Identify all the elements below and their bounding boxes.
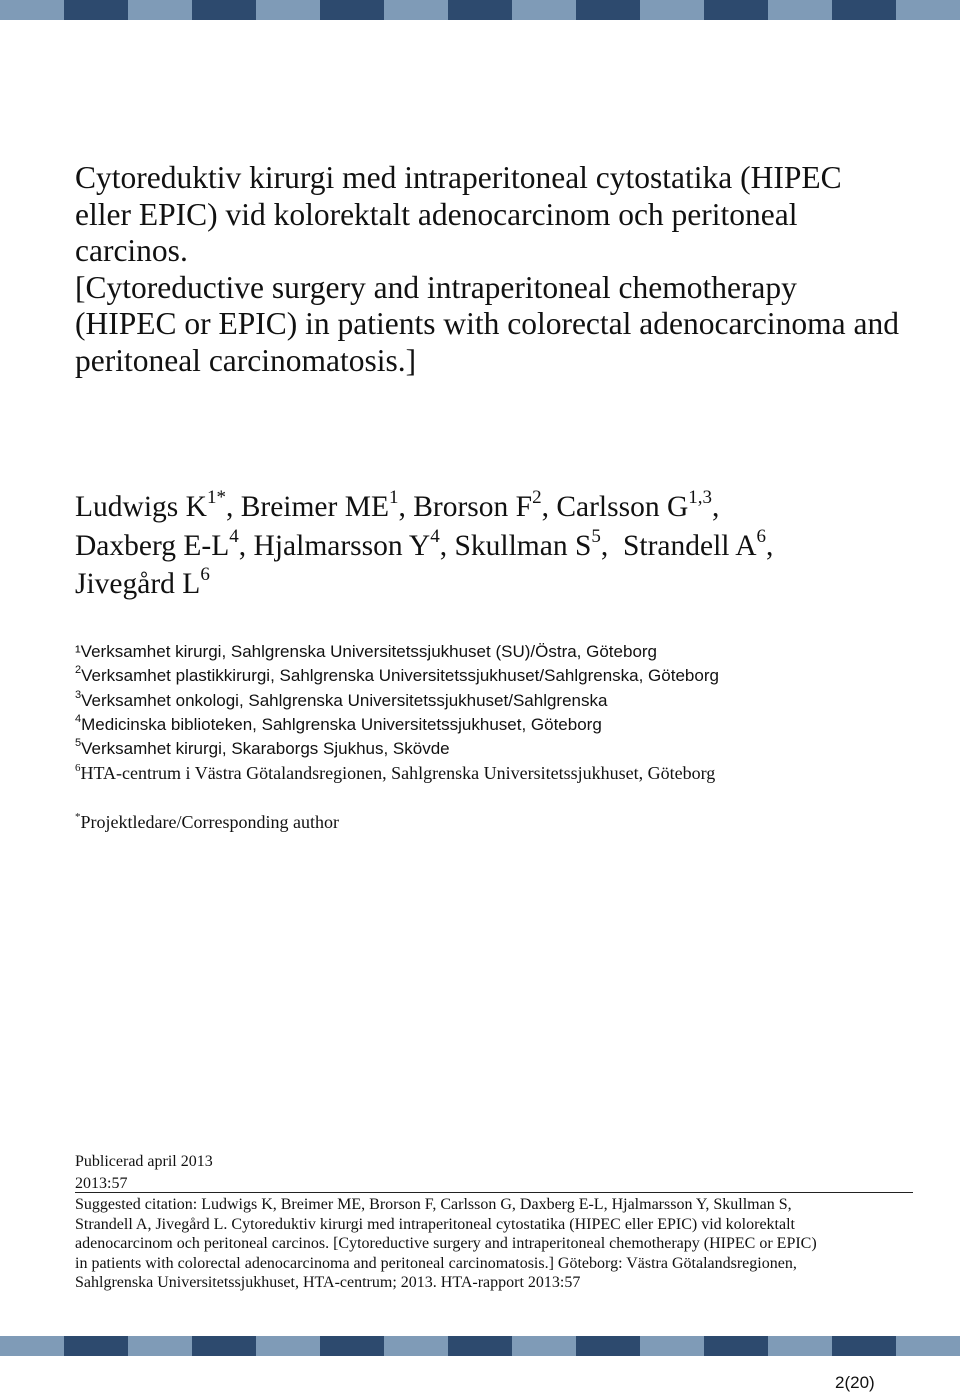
band-segment (192, 0, 256, 20)
band-segment (576, 1336, 640, 1356)
band-segment (192, 1336, 256, 1356)
author-line (75, 565, 935, 604)
band-segment (512, 0, 576, 20)
report-number: 2013:57 (75, 1175, 128, 1192)
bottom-decorative-band (0, 1336, 960, 1356)
corresponding-author-note (75, 810, 339, 834)
suggested-citation (75, 1195, 925, 1293)
top-decorative-band (0, 0, 960, 20)
band-segment (128, 1336, 192, 1356)
affiliation-item (75, 761, 935, 785)
author-affiliation-mark: 4 (229, 525, 239, 547)
band-segment (896, 0, 960, 20)
affiliation-text: Verksamhet kirurgi, Skaraborgs Sjukhus, Skövde (81, 739, 450, 759)
page-number: 2(20) (835, 1373, 875, 1392)
author-name: , Skullman S (439, 529, 592, 562)
author-name: , Hjalmarsson Y (238, 529, 431, 562)
band-segment (64, 0, 128, 20)
citation-line: Suggested citation: Ludwigs K, Breimer ME, Brorson F, Carlsson G, Daxberg E-L, Hjalmarsson Y, Skullman S, (75, 1196, 792, 1213)
affiliation-text: HTA-centrum i Västra Götalandsregionen, Sahlgrenska Universitetssjukhuset, Göteborg (80, 763, 716, 784)
affiliation-mark: ¹ (75, 642, 81, 661)
affiliation-text: Verksamhet onkologi, Sahlgrenska Universitetssjukhuset/Sahlgrenska (81, 690, 608, 710)
title-line: carcinos. (75, 233, 188, 268)
title-line: peritoneal carcinomatosis.] (75, 342, 417, 378)
band-segment (832, 0, 896, 20)
bottom-band-graphic (0, 1336, 960, 1356)
author-name: Jivegård L (75, 568, 201, 600)
corresponding-mark: * (75, 811, 81, 823)
author-affiliation-mark: 1 (388, 487, 399, 508)
corresponding-text: Projektledare/Corresponding author (80, 812, 339, 832)
band-segment (832, 1336, 896, 1356)
band-segment (384, 1336, 448, 1356)
band-segment (640, 1336, 704, 1356)
band-segment (384, 0, 448, 20)
affiliation-item (75, 640, 935, 664)
citation-line: adenocarcinom och peritoneal carcinos. [Cytoreductive surgery and intraperitoneal chemotherapy (HIPEC or EPIC) (75, 1235, 817, 1253)
affiliation-item (75, 664, 935, 688)
band-segment (704, 1336, 768, 1356)
band-segment (0, 1336, 64, 1356)
publication-date: Publicerad april 2013 (75, 1153, 213, 1170)
affiliation-mark: 5 (75, 737, 82, 750)
author-separator: , (712, 491, 720, 523)
citation-line: in patients with colorectal adenocarcinoma and peritoneal carcinomatosis.] Göteborg: Västra Götalandsregionen, (75, 1254, 797, 1272)
affiliation-text: Medicinska biblioteken, Sahlgrenska Universitetssjukhuset, Göteborg (81, 714, 602, 734)
author-list (75, 488, 935, 604)
affiliation-text: Verksamhet plastikkirurgi, Sahlgrenska Universitetssjukhuset/Sahlgrenska, Göteborg (81, 666, 719, 686)
author-name: , Breimer ME (225, 491, 389, 523)
top-band-graphic (0, 0, 960, 20)
author-affiliation-mark: 2 (532, 487, 542, 508)
author-name: Ludwigs K (75, 491, 207, 523)
band-segment (768, 1336, 832, 1356)
band-segment (704, 0, 768, 20)
band-segment (128, 0, 192, 20)
title-line: (HIPEC or EPIC) in patients with colorectal adenocarcinoma and (75, 306, 899, 341)
author-affiliation-mark: 1* (206, 487, 226, 508)
band-segment (64, 1336, 128, 1356)
band-segment (640, 0, 704, 20)
author-affiliation-mark: 5 (591, 525, 601, 547)
band-segment (320, 1336, 384, 1356)
affiliation-item (75, 689, 935, 713)
author-affiliation-mark: 4 (430, 525, 440, 547)
divider-line (75, 1192, 913, 1193)
document-title (75, 160, 935, 379)
affiliation-mark: 2 (75, 664, 82, 677)
affiliation-mark: 3 (75, 688, 82, 701)
affiliation-item (75, 737, 935, 761)
band-segment (768, 0, 832, 20)
author-separator: , (766, 529, 774, 562)
affiliation-mark: 4 (75, 712, 82, 725)
title-line: Cytoreduktiv kirurgi med intraperitoneal cytostatika (HIPEC (75, 160, 842, 195)
author-name: , Carlsson G (541, 491, 689, 523)
author-name: , Brorson F (398, 491, 533, 523)
author-affiliation-mark: 6 (200, 564, 210, 585)
band-segment (448, 1336, 512, 1356)
author-line (75, 527, 935, 566)
affiliation-item (75, 713, 935, 737)
band-segment (512, 1336, 576, 1356)
title-line: eller EPIC) vid kolorektalt adenocarcinom och peritoneal (75, 196, 798, 232)
author-name: Daxberg E-L (75, 529, 230, 562)
affiliation-text: Verksamhet kirurgi, Sahlgrenska Universitetssjukhuset (SU)/Östra, Göteborg (80, 642, 658, 661)
publication-info (75, 1151, 213, 1195)
band-segment (896, 1336, 960, 1356)
band-segment (576, 0, 640, 20)
author-affiliation-mark: 1,3 (688, 487, 712, 508)
title-line: [Cytoreductive surgery and intraperitoneal chemotherapy (75, 269, 797, 305)
affiliation-list (75, 640, 935, 786)
band-segment (256, 1336, 320, 1356)
band-segment (320, 0, 384, 20)
citation-line: Sahlgrenska Universitetssjukhuset, HTA-centrum; 2013. HTA-rapport 2013:57 (75, 1274, 581, 1292)
citation-line: Strandell A, Jivegård L. Cytoreduktiv kirurgi med intraperitoneal cytostatika (HIPEC eller EPIC) vid kolorektalt (75, 1215, 795, 1233)
affiliation-mark: 6 (75, 762, 81, 775)
band-segment (448, 0, 512, 20)
author-affiliation-mark: 6 (756, 525, 767, 547)
band-segment (256, 0, 320, 20)
author-line (75, 488, 935, 527)
author-name: , Strandell A (600, 529, 757, 562)
band-segment (0, 0, 64, 20)
